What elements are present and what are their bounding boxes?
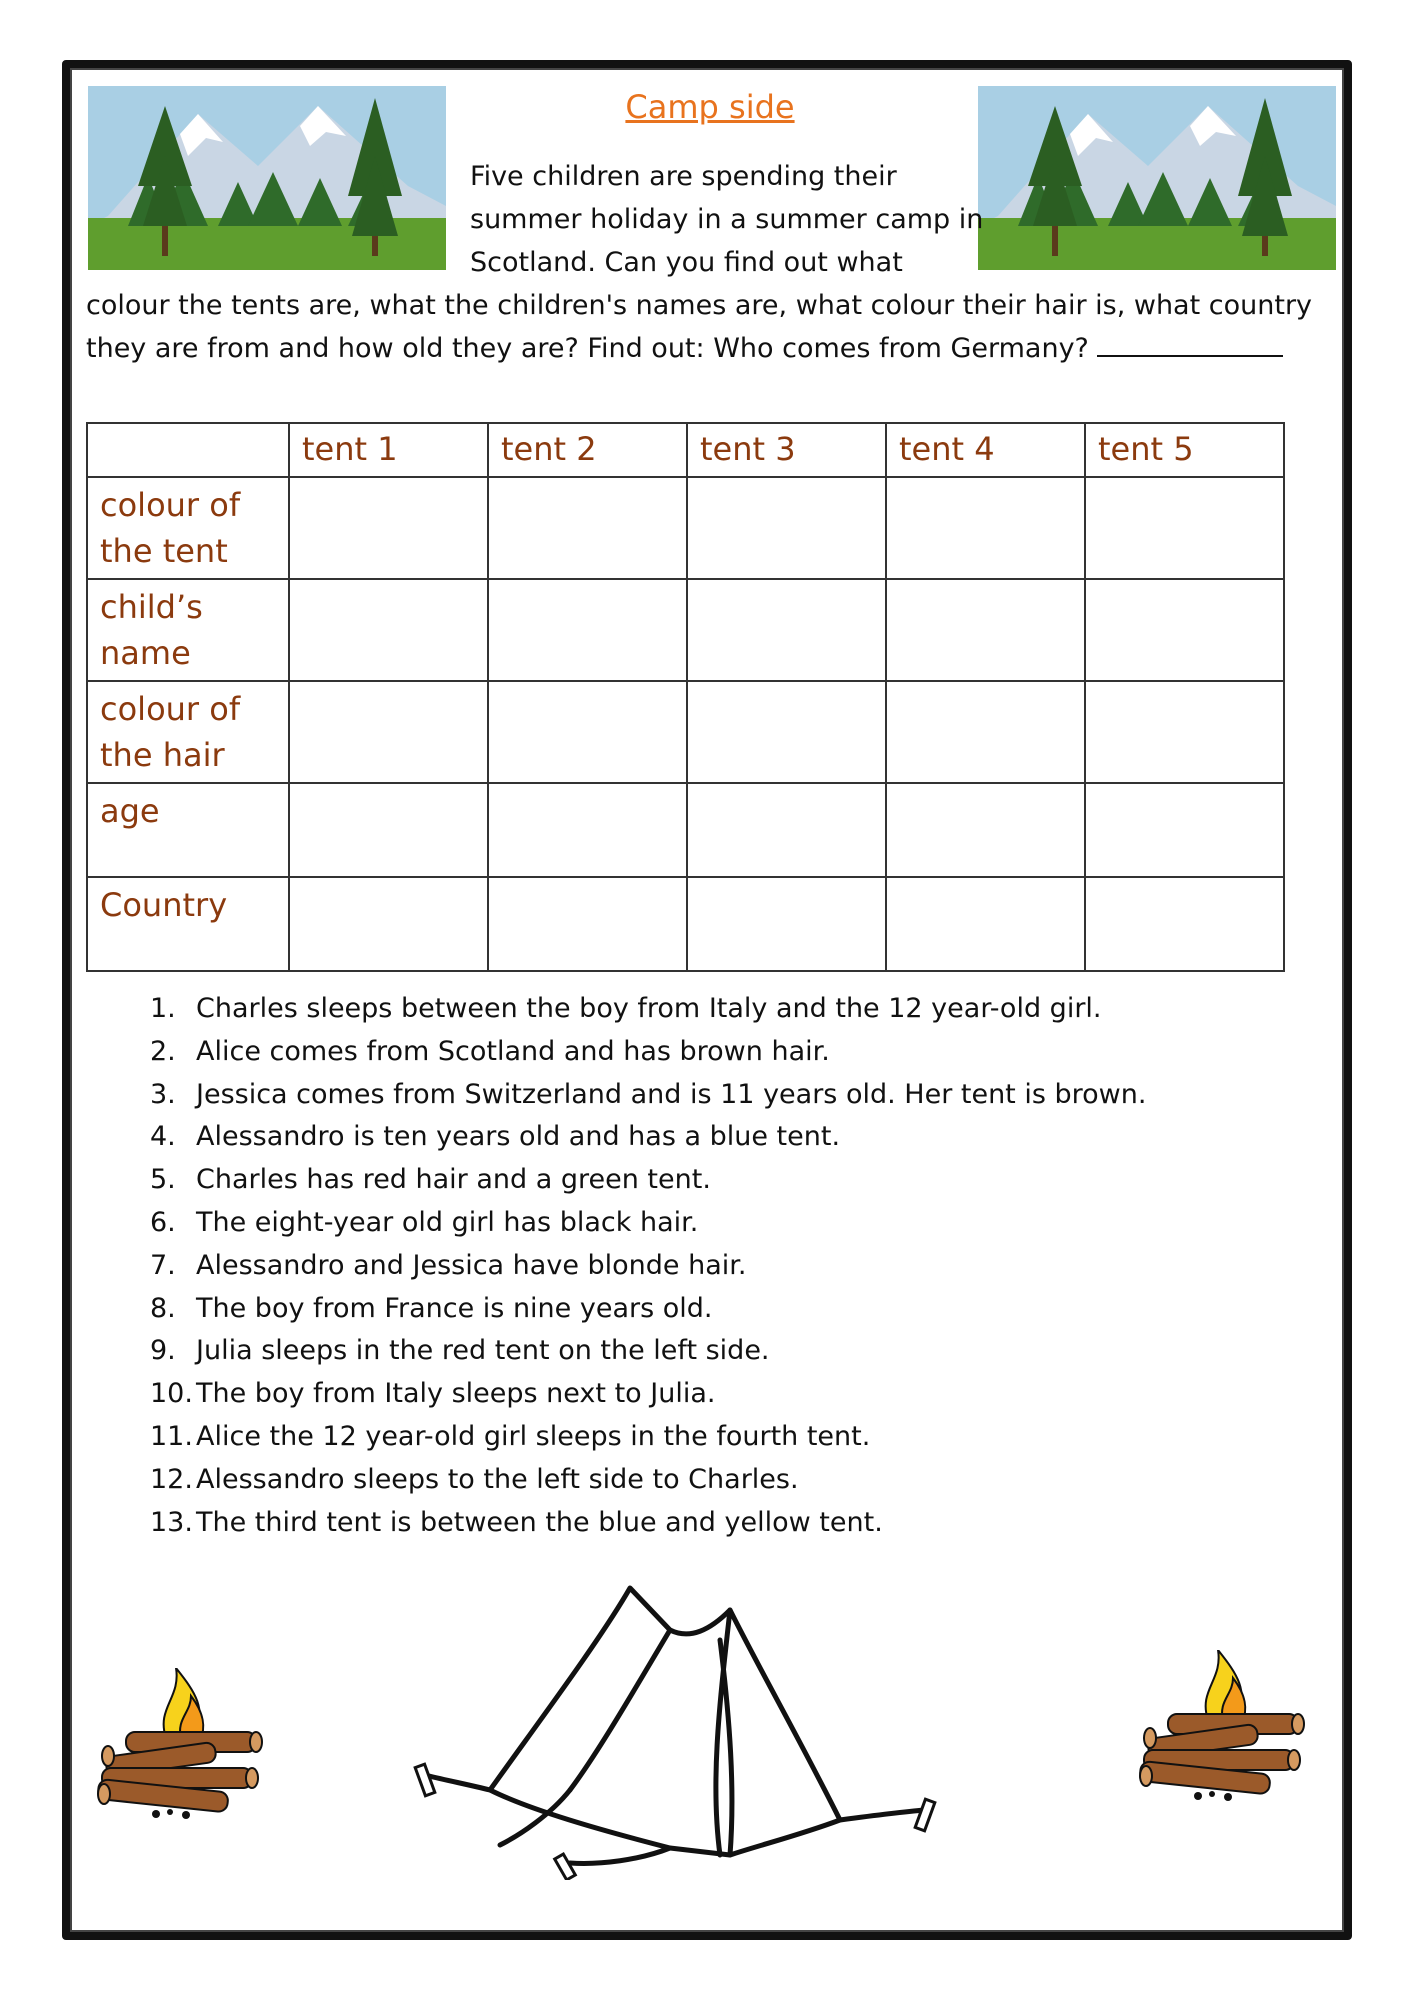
answer-cell[interactable] [289,477,488,579]
table-row-country [87,877,1284,971]
campfire-picture-left [96,1668,266,1820]
answer-cell[interactable] [488,477,687,579]
answer-cell[interactable] [1085,681,1284,783]
answer-cell[interactable] [886,877,1085,971]
clue-item: 5. Charles has red hair and a green tent. [150,1164,711,1196]
answer-cell[interactable] [488,579,687,681]
clue-item: 13. The third tent is between the blue and yellow tent. [150,1506,883,1538]
clue-item: 12. Alessandro sleeps to the left side to Charles. [150,1463,799,1495]
clue-item: 3. Jessica comes from Switzerland and is 11 years old. Her tent is brown. [150,1078,1147,1110]
answer-cell[interactable] [687,783,886,877]
table-row-tent-colour [87,477,1284,579]
answer-cell[interactable] [488,877,687,971]
answer-cell[interactable] [289,579,488,681]
table-header-row [87,423,1284,477]
intro-line-2: summer holiday in a summer camp in [470,204,984,235]
answer-cell[interactable] [886,579,1085,681]
row-label: colour of the tent [87,477,289,579]
intro-line-5 [86,327,1283,370]
answer-cell[interactable] [886,477,1085,579]
header-tent-1: tent 1 [289,423,488,477]
header-tent-5: tent 5 [1085,423,1284,477]
answer-cell[interactable] [1085,783,1284,877]
answer-cell[interactable] [289,783,488,877]
clue-item: 1. Charles sleeps between the boy from Italy and the 12 year-old girl. [150,993,1102,1024]
answer-cell[interactable] [687,681,886,783]
clue-item: 9. Julia sleeps in the red tent on the left side. [150,1335,770,1367]
row-label: age [87,783,289,877]
table-row-age [87,783,1284,877]
tent-picture [400,1580,1040,1880]
mountain-forest-picture-left [88,86,446,270]
answer-cell[interactable] [886,681,1085,783]
answer-cell[interactable] [1085,877,1284,971]
clue-item: 6. The eight-year old girl has black hair. [150,1206,699,1238]
worksheet-title: Camp side [625,88,795,126]
intro-line-3: Scotland. Can you find out what [470,247,903,278]
table-row-hair-colour [87,681,1284,783]
clue-list [150,988,1146,1544]
clue-item: 4. Alessandro is ten years old and has a blue tent. [150,1121,841,1153]
intro-question: they are from and how old they are? Find out: Who comes from Germany? [86,333,1089,364]
header-cell-empty [87,423,289,477]
mountain-forest-picture-right [978,86,1336,270]
answer-cell[interactable] [1085,579,1284,681]
clue-item: 11. Alice the 12 year-old girl sleeps in the fourth tent. [150,1420,871,1452]
answer-cell[interactable] [289,681,488,783]
clue-item: 8. The boy from France is nine years old. [150,1292,713,1324]
answer-cell[interactable] [687,579,886,681]
answer-cell[interactable] [886,783,1085,877]
answer-blank[interactable] [1097,329,1283,357]
campfire-picture-right [1138,1650,1308,1802]
table-row-child-name [87,579,1284,681]
intro-line-1: Five children are spending their [470,161,897,192]
logic-grid-table [86,422,1285,972]
header-tent-3: tent 3 [687,423,886,477]
row-label: child’s name [87,579,289,681]
answer-cell[interactable] [488,681,687,783]
answer-cell[interactable] [1085,477,1284,579]
answer-cell[interactable] [687,877,886,971]
header-tent-2: tent 2 [488,423,687,477]
clue-item: 7. Alessandro and Jessica have blonde hair. [150,1249,747,1281]
header-tent-4: tent 4 [886,423,1085,477]
answer-cell[interactable] [289,877,488,971]
clue-item: 10. The boy from Italy sleeps next to Julia. [150,1378,716,1410]
answer-cell[interactable] [488,783,687,877]
row-label: colour of the hair [87,681,289,783]
row-label: Country [87,877,289,971]
answer-cell[interactable] [687,477,886,579]
clue-item: 2. Alice comes from Scotland and has brown hair. [150,1035,830,1067]
intro-line-4: colour the tents are, what the children's names are, what colour their hair is, what country [86,290,1313,321]
